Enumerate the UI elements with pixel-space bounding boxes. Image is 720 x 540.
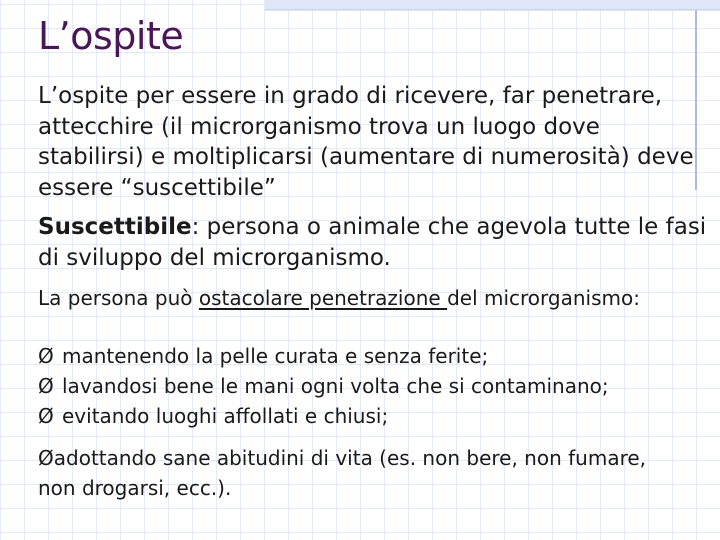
arrow-bullet-icon: Ø bbox=[38, 374, 54, 398]
arrow-bullet-icon: Ø bbox=[38, 404, 54, 428]
intro-underlined-text: ostacolare penetrazione bbox=[198, 286, 448, 310]
paragraph-susceptible-text bbox=[38, 212, 710, 273]
paragraph-host-definition bbox=[38, 81, 710, 203]
definition-susceptible: : persona o animale che agevola tutte le fasi di sviluppo del microrganismo. bbox=[38, 214, 707, 271]
paragraph-host-text: L’ospite per essere in grado di ricevere, far penetrare, attecchire (il microrganismo trova un luogo dove stabilirsi) e moltiplicarsi (aumentare di numerosità) deve essere “suscettibile” bbox=[38, 83, 694, 201]
paragraph-prevention bbox=[38, 283, 710, 431]
prevention-intro bbox=[38, 283, 710, 313]
intro-text-start: La persona può bbox=[38, 286, 199, 310]
paragraph-susceptible bbox=[38, 212, 710, 273]
arrow-bullet-icon: Ø bbox=[38, 344, 54, 368]
paragraph-lifestyle bbox=[38, 443, 678, 503]
slide-title: L’ospite bbox=[38, 14, 184, 58]
list-item bbox=[38, 443, 678, 503]
list-item bbox=[38, 371, 710, 401]
list-item bbox=[38, 341, 710, 371]
arrow-bullet-icon: Ø bbox=[38, 446, 54, 470]
list-item-text: evitando luoghi affollati e chiusi; bbox=[62, 404, 389, 428]
intro-text-end: del microrganismo: bbox=[447, 286, 640, 310]
list-item bbox=[38, 401, 710, 431]
list-item-text: lavandosi bene le mani ogni volta che si contaminano; bbox=[62, 374, 609, 398]
term-susceptible: Suscettibile bbox=[38, 214, 192, 240]
list-item-text: mantenendo la pelle curata e senza ferite; bbox=[62, 344, 489, 368]
list-item-text: adottando sane abitudini di vita (es. non bere, non fumare, non drogarsi, ecc.). bbox=[38, 446, 647, 500]
